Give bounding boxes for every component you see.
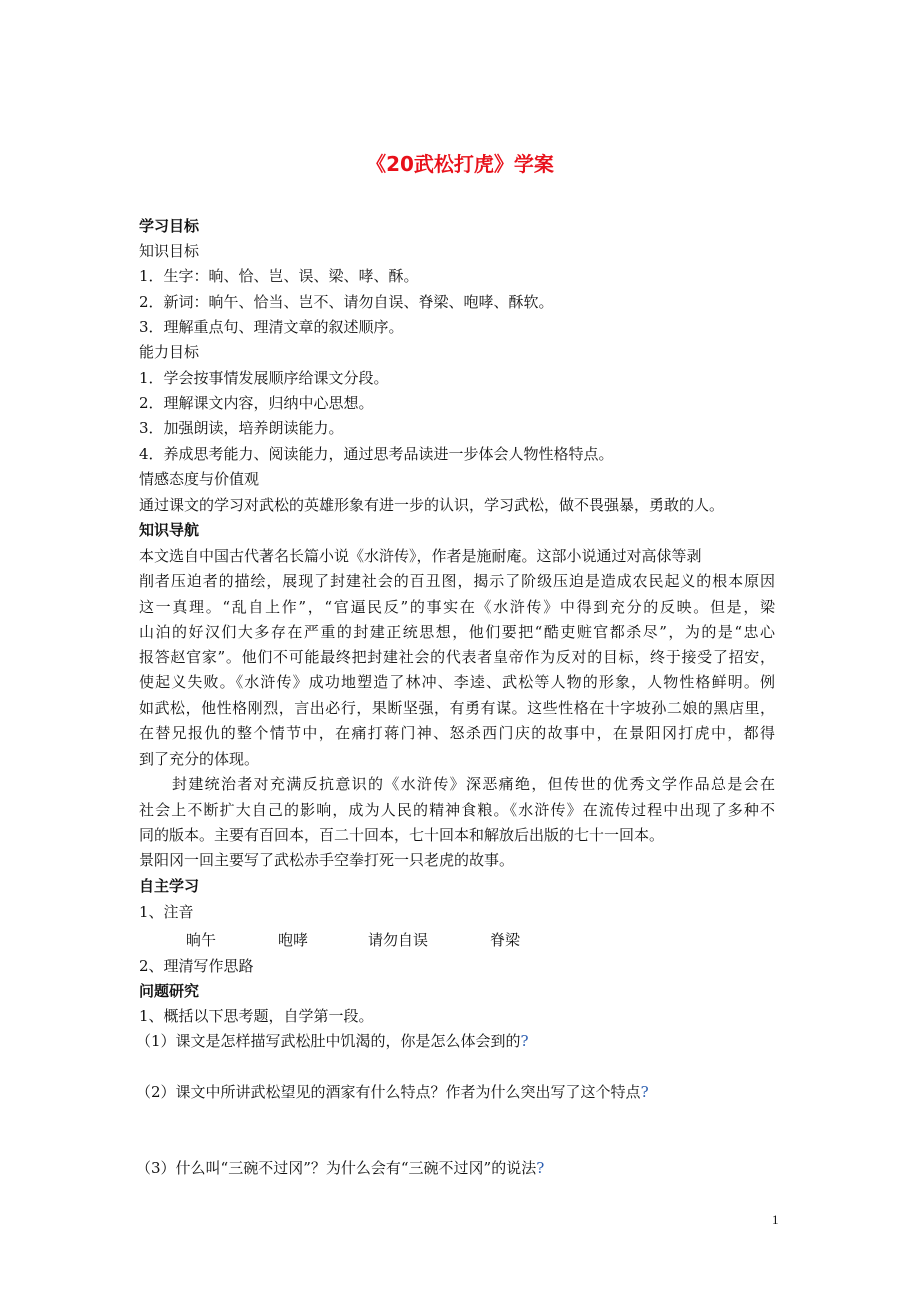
word: 脊梁: [490, 931, 521, 949]
research-item: 1、概括以下思考题，自学第一段。: [139, 1007, 374, 1025]
paragraph-line: 在替兄报仇的整个情节中，在痛打蒋门神、怒杀西门庆的故事中，在景阳冈打虎中，都得: [139, 724, 775, 742]
list-item: 4．养成思考能力、阅读能力，通过思考品读进一步体会人物性格特点。: [139, 445, 614, 463]
list-item: 2．理解课文内容，归纳中心思想。: [139, 394, 374, 412]
word: 请勿自误: [368, 931, 429, 949]
question: （3）什么叫“三碗不过冈”？为什么会有“三碗不过冈”的说法?: [136, 1159, 545, 1177]
word: 咆哮: [278, 931, 309, 949]
ability-heading: 能力目标: [139, 343, 200, 361]
list-item: 1．生字：晌、恰、岂、误、梁、哮、酥。: [139, 267, 419, 285]
paragraph-line: 使起义失败。《水浒传》成功地塑造了林冲、李逵、武松等人物的形象，人物性格鲜明。例: [139, 673, 775, 691]
self-study-heading: 自主学习: [139, 877, 200, 895]
self-study-item: 2、理清写作思路: [139, 957, 254, 975]
research-heading: 问题研究: [139, 982, 200, 1000]
paragraph-line: 山泊的好汉们大多存在严重的封建正统思想，他们要把“酷吏赃官都杀尽”，为的是“忠心: [139, 623, 775, 641]
question: （2）课文中所讲武松望见的酒家有什么特点？作者为什么突出写了这个特点?: [136, 1083, 649, 1101]
list-item: 3．加强朗读，培养朗读能力。: [139, 419, 344, 437]
word: 晌午: [186, 931, 217, 949]
list-item: 1．学会按事情发展顺序给课文分段。: [139, 369, 389, 387]
list-item: 2．新词：晌午、恰当、岂不、请勿自误、脊梁、咆哮、酥软。: [139, 293, 554, 311]
knowledge-heading: 知识目标: [139, 242, 200, 260]
paragraph-line: 社会上不断扩大自己的影响，成为人民的精神食粮。《水浒传》在流传过程中出现了多种不: [139, 801, 775, 819]
self-study-item: 1、注音: [139, 903, 194, 921]
paragraph-line: 如武松，他性格刚烈，言出必行，果断坚强，有勇有谋。这些性格在十字坡孙二娘的黑店里，: [139, 699, 775, 717]
paragraph-line: 报答赵官家”。他们不可能最终把封建社会的代表者皇帝作为反对的目标，终于接受了招安，: [139, 648, 775, 666]
nav-heading: 知识导航: [139, 521, 200, 539]
paragraph-line: 本文选自中国古代著名长篇小说《水浒传》，作者是施耐庵。这部小说通过对高俅等剥: [139, 547, 702, 565]
paragraph-line: 景阳冈一回主要写了武松赤手空拳打死一只老虎的故事。: [139, 851, 515, 869]
page-number: 1: [772, 1212, 779, 1227]
page-title: 《20武松打虎》学案: [366, 152, 554, 176]
paragraph-line: 到了充分的体现。: [139, 750, 260, 768]
emotion-text: 通过课文的学习对武松的英雄形象有进一步的认识，学习武松，做不畏强暴，勇敢的人。: [139, 496, 725, 514]
paragraph-line: 这一真理。“乱自上作”，“官逼民反”的事实在《水浒传》中得到充分的反映。但是，梁: [139, 598, 775, 616]
question: （1）课文是怎样描写武松肚中饥渴的，你是怎么体会到的?: [136, 1032, 529, 1050]
list-item: 3．理解重点句、理清文章的叙述顺序。: [139, 318, 404, 336]
paragraph-line: 削者压迫者的描绘，展现了封建社会的百丑图，揭示了阶级压迫是造成农民起义的根本原因: [139, 572, 775, 590]
goals-heading: 学习目标: [139, 217, 200, 235]
emotion-heading: 情感态度与价值观: [139, 470, 260, 488]
paragraph-line: 封建统治者对充满反抗意识的《水浒传》深恶痛绝，但传世的优秀文学作品总是会在: [172, 775, 775, 793]
paragraph-line: 同的版本。主要有百回本，百二十回本，七十回本和解放后出版的七十一回本。: [139, 826, 665, 844]
